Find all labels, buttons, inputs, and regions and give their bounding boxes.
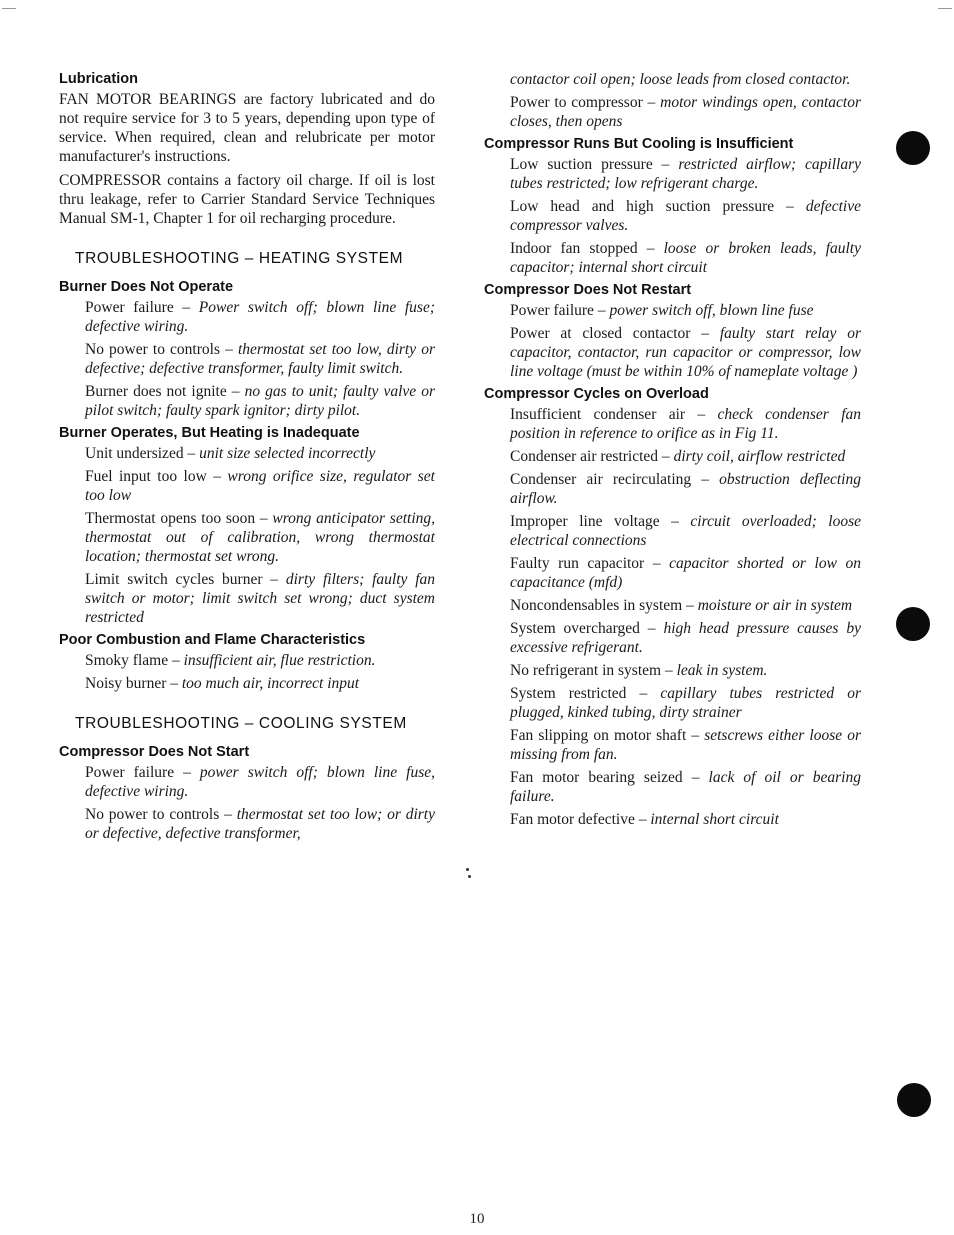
list-item: Fan slipping on motor shaft – setscrews either loose or missing from fan. — [510, 727, 861, 763]
scan-mark-right — [938, 8, 952, 9]
cycles-overload-heading: Compressor Cycles on Overload — [484, 386, 709, 402]
burner-not-operate-heading: Burner Does Not Operate — [59, 279, 234, 295]
list-item: Noncondensables in system – moisture or air in system — [510, 597, 853, 614]
cooling-section-title: TROUBLESHOOTING – COOLING SYSTEM — [75, 715, 407, 732]
burner-inadequate-heading: Burner Operates, But Heating is Inadequate — [59, 425, 360, 441]
list-item: Power failure – Power switch off; blown line fuse; defective wiring. — [85, 299, 435, 335]
list-item: Fuel input too low – wrong orifice size, regulator set too low — [85, 468, 435, 504]
list-item: Low suction pressure – restricted airflow; capillary tubes restricted; low refrigerant charge. — [510, 156, 861, 192]
list-item: Low head and high suction pressure – defective compressor valves. — [510, 198, 861, 234]
fan-motor-paragraph: FAN MOTOR BEARINGS are factory lubricated and do not require service for 3 to 5 years, depending upon type of service. When required, clean and relubricate per motor manufacturer's instructions. — [59, 91, 435, 165]
scan-speck — [466, 868, 469, 871]
not-restart-heading: Compressor Does Not Restart — [484, 282, 692, 298]
list-item: Faulty run capacitor – capacitor shorted or low on capacitance (mfd) — [510, 555, 861, 591]
left-column — [59, 70, 435, 847]
list-item: System restricted – capillary tubes restricted or plugged, kinked tubing, dirty strainer — [510, 685, 862, 721]
list-item: Power failure – power switch off, blown line fuse — [510, 302, 814, 319]
compressor-paragraph: COMPRESSOR contains a factory oil charge. If oil is lost thru leakage, refer to Carrier Standard Service Techniques Manual SM-1, Chapter 1 for oil recharging procedure. — [59, 172, 435, 227]
list-item: Condenser air restricted – dirty coil, airflow restricted — [510, 448, 846, 465]
runs-insufficient-heading: Compressor Runs But Cooling is Insufficient — [484, 136, 794, 152]
list-item: No power to controls – thermostat set too low; or dirty or defective, defective transformer, — [85, 806, 435, 842]
page-number: 10 — [469, 1211, 485, 1227]
list-item: No refrigerant in system – leak in system. — [510, 662, 768, 679]
list-item: Thermostat opens too soon – wrong anticipator setting, thermostat out of calibration, wrong thermostat location; thermostat set wrong. — [85, 510, 436, 565]
right-column — [484, 70, 861, 833]
continued-text: contactor coil open; loose leads from closed contactor. — [510, 71, 851, 88]
list-item: Insufficient condenser air – check condenser fan position in reference to orifice as in Fig 11. — [510, 406, 861, 442]
list-item: Improper line voltage – circuit overloaded; loose electrical connections — [510, 513, 861, 549]
punch-hole-middle — [896, 607, 930, 641]
list-item: Fan motor bearing seized – lack of oil or bearing failure. — [510, 769, 861, 805]
lubrication-heading: Lubrication — [59, 71, 138, 87]
list-item: Power at closed contactor – faulty start relay or capacitor, contactor, run capacitor or compressor, low line voltage (must be within 10% of nameplate voltage ) — [510, 325, 861, 380]
compressor-not-start-heading: Compressor Does Not Start — [59, 744, 250, 760]
list-item: Power to compressor – motor windings open, contactor closes, then opens — [510, 94, 861, 130]
list-item: Power failure – power switch off; blown line fuse, defective wiring. — [85, 764, 435, 800]
list-item: System overcharged – high head pressure causes by excessive refrigerant. — [510, 620, 861, 656]
list-item: Smoky flame – insufficient air, flue restriction. — [85, 652, 376, 669]
punch-hole-top — [896, 131, 930, 165]
list-item: Fan motor defective – internal short circuit — [510, 811, 779, 828]
list-item: Indoor fan stopped – loose or broken leads, faulty capacitor; internal short circuit — [510, 240, 861, 276]
poor-combustion-heading: Poor Combustion and Flame Characteristics — [59, 632, 366, 648]
heating-section-title: TROUBLESHOOTING – HEATING SYSTEM — [75, 250, 404, 267]
list-item: Unit undersized – unit size selected incorrectly — [85, 445, 376, 462]
scan-speck — [468, 875, 471, 878]
list-item: Noisy burner – too much air, incorrect input — [85, 675, 360, 692]
scan-mark-left — [2, 8, 16, 9]
punch-hole-bottom — [897, 1083, 931, 1117]
list-item: Burner does not ignite – no gas to unit; faulty valve or pilot switch; faulty spark ignitor; dirty pilot. — [85, 383, 435, 419]
list-item: Condenser air recirculating – obstruction deflecting airflow. — [510, 471, 861, 507]
list-item: No power to controls – thermostat set too low, dirty or defective; defective transformer, faulty limit switch. — [85, 341, 435, 377]
list-item: Limit switch cycles burner – dirty filters; faulty fan switch or motor; limit switch set wrong; duct system restricted — [85, 571, 435, 626]
